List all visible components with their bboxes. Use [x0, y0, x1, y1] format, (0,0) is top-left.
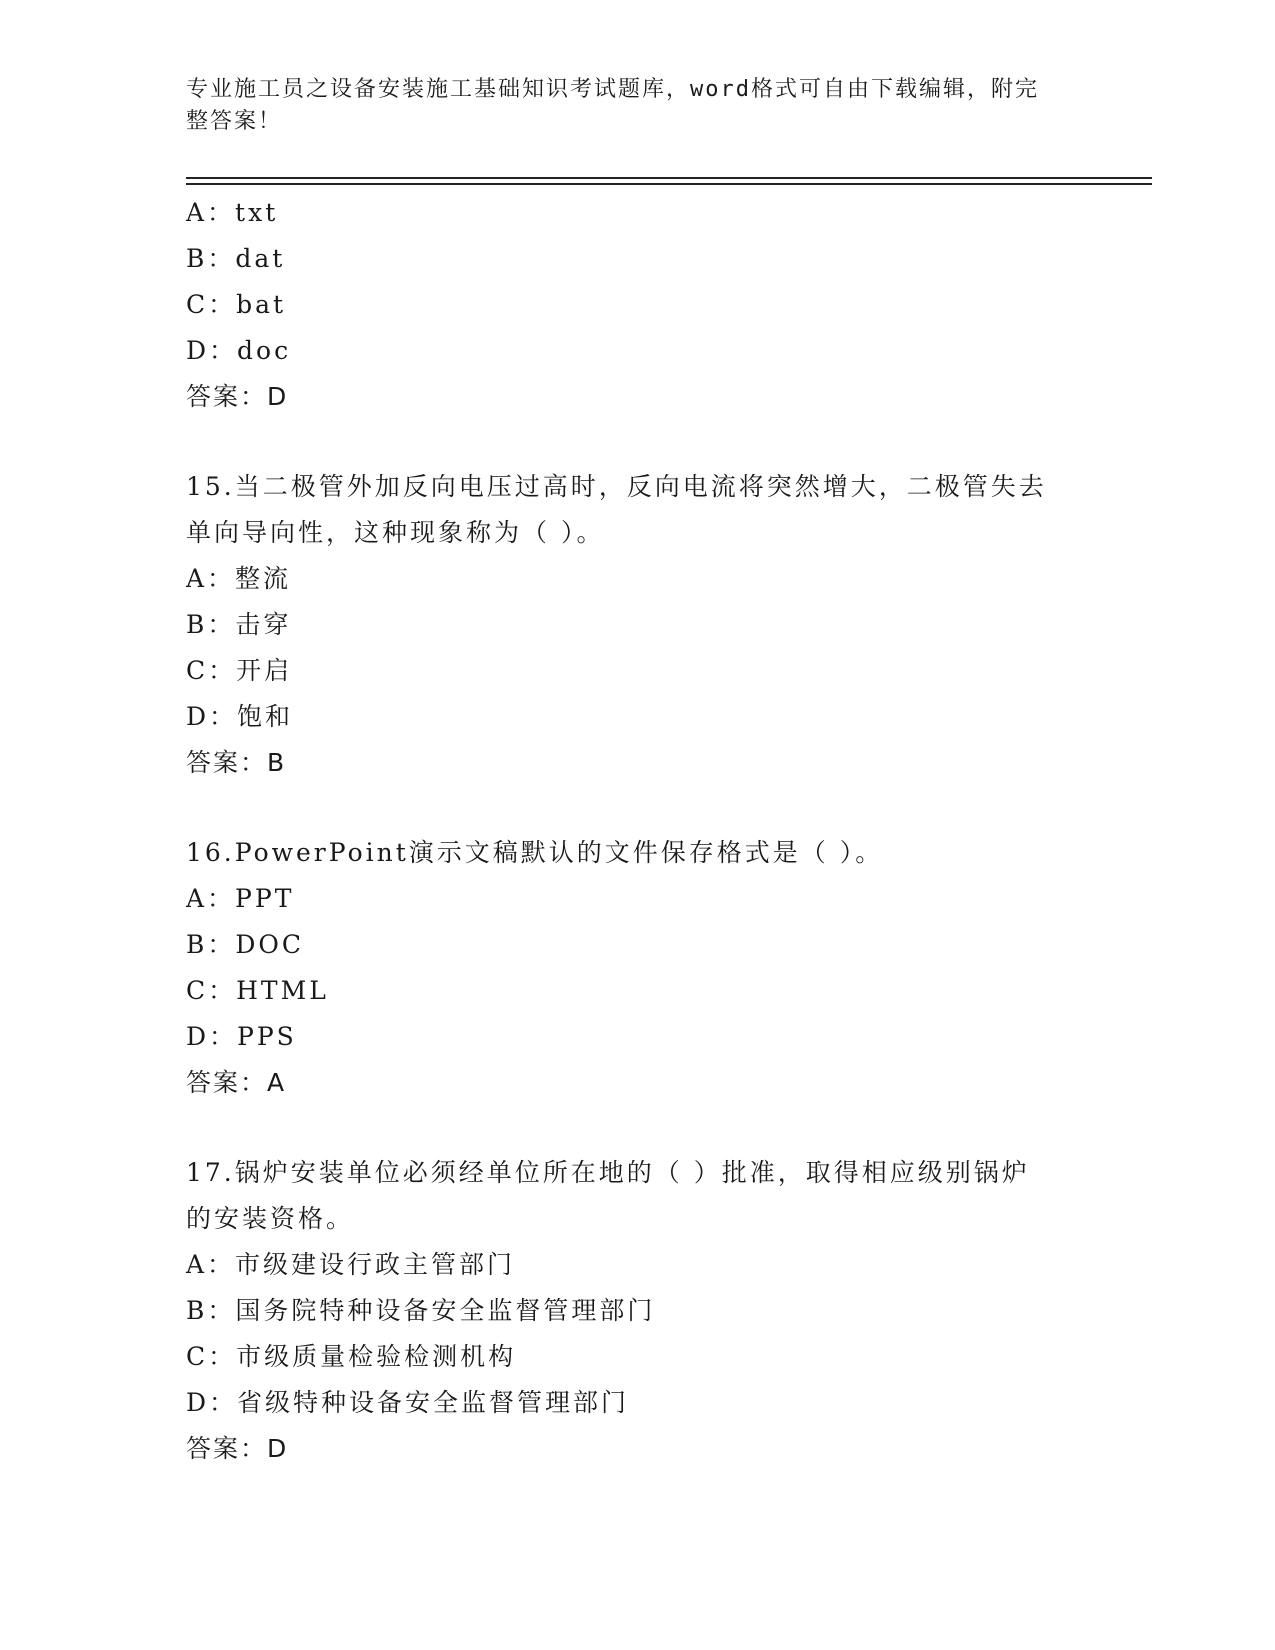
- question-stem-line-1: 17.锅炉安装单位必须经单位所在地的（ ）批准，取得相应级别锅炉: [186, 1158, 1030, 1187]
- option-b: B：击穿: [186, 610, 292, 639]
- question-14: [186, 190, 1086, 420]
- answer-line: 答案：D: [186, 1434, 289, 1463]
- header-line-2: 整答案！: [186, 109, 283, 134]
- header-line-1: 专业施工员之设备安装施工基础知识考试题库，word格式可自由下载编辑，附完: [186, 77, 1039, 102]
- question-16: [186, 830, 1086, 1106]
- option-a: A：PPT: [186, 884, 295, 913]
- question-stem-line-1: 16.PowerPoint演示文稿默认的文件保存格式是（ ）。: [186, 838, 884, 867]
- option-d: D：省级特种设备安全监督管理部门: [186, 1388, 630, 1417]
- header-divider-top: [186, 177, 1152, 179]
- question-17: [186, 1150, 1086, 1472]
- question-stem-line-1: 15.当二极管外加反向电压过高时，反向电流将突然增大，二极管失去: [186, 472, 1047, 501]
- option-a: A：txt: [186, 198, 279, 227]
- option-c: C：市级质量检验检测机构: [186, 1342, 517, 1371]
- option-d: D：饱和: [186, 702, 294, 731]
- option-c: C：开启: [186, 656, 293, 685]
- option-a: A：市级建设行政主管部门: [186, 1250, 516, 1279]
- answer-line: 答案：B: [186, 748, 287, 777]
- option-b: B：dat: [186, 244, 286, 273]
- answer-line: 答案：D: [186, 382, 289, 411]
- option-c: C：bat: [186, 290, 287, 319]
- option-d: D：doc: [186, 336, 292, 365]
- option-c: C：HTML: [186, 976, 329, 1005]
- answer-line: 答案：A: [186, 1068, 287, 1097]
- question-stem-line-2: 单向导向性，这种现象称为（ ）。: [186, 518, 605, 547]
- question-stem-line-2: 的安装资格。: [186, 1204, 355, 1233]
- header-divider-bottom: [186, 183, 1152, 185]
- option-a: A：整流: [186, 564, 292, 593]
- option-d: D：PPS: [186, 1022, 297, 1051]
- question-15: [186, 464, 1086, 786]
- question-list: [186, 190, 1086, 1472]
- document-header: [186, 74, 1066, 138]
- option-b: B：国务院特种设备安全监督管理部门: [186, 1296, 656, 1325]
- option-b: B：DOC: [186, 930, 305, 959]
